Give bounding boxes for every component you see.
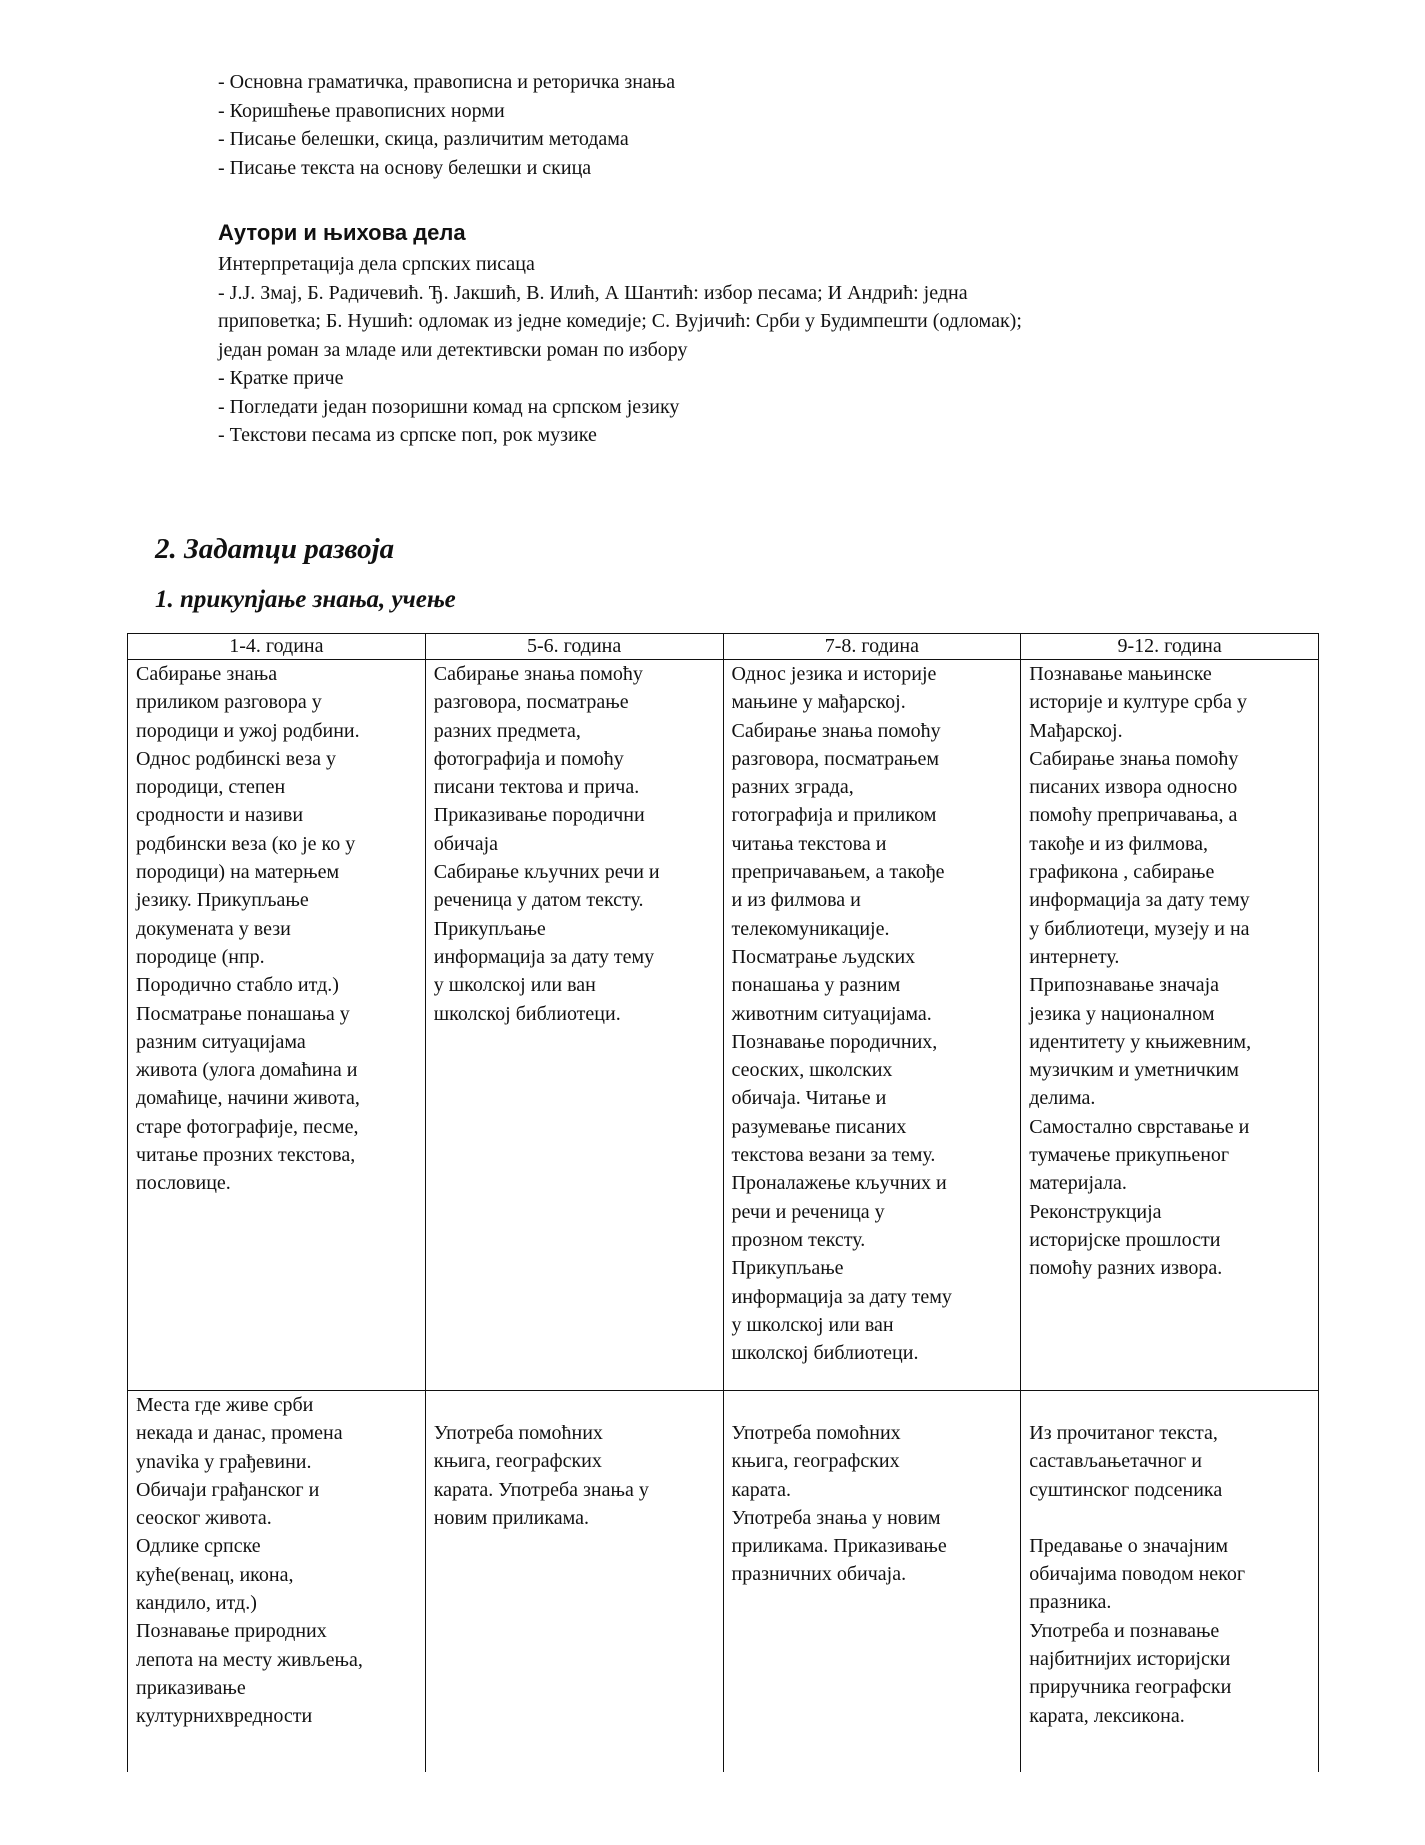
cell-line: обичаја. Читање и	[731, 1087, 887, 1110]
cell-line: Прикупљање	[731, 1257, 844, 1280]
cell-line: телекомуникације.	[731, 917, 890, 940]
authors-line: - Кратке приче	[218, 367, 344, 389]
cell-line: Сабирање кључних речи и	[433, 861, 660, 884]
cell-line: Породично стабло итд.)	[136, 974, 339, 997]
list-item: - Писање белешки, скица, различитим методама	[218, 128, 629, 150]
cell-line: Места где живе срби	[136, 1394, 314, 1416]
authors-line: - J.J. Змај, Б. Радичевић. Ђ. Јакшић, В. Илић, А Шантић: избор песама; И Андрић: једна	[218, 281, 968, 304]
cell-line: домаћице, начини живота,	[136, 1087, 360, 1110]
cell-line: помоћу препричавања, а	[1029, 804, 1238, 827]
cell-line: кандило, итд.)	[136, 1592, 257, 1615]
cell-line: Припознавање значаја	[1029, 974, 1220, 997]
table-cell	[425, 660, 723, 1391]
authors-line: Интерпретација дела српских писаца	[218, 253, 535, 275]
cell-line: породици) на матерњем	[136, 861, 340, 884]
cell-line: музичким и уметничким	[1029, 1059, 1239, 1082]
table-cell	[723, 1391, 1021, 1773]
cell-line: Посматрање понашања у	[136, 1002, 350, 1025]
cell-line: приручника географски	[1029, 1676, 1232, 1699]
cell-line: Обичаји грађанског и	[136, 1478, 320, 1501]
cell-line: Сабирање знања помоћу	[1029, 747, 1239, 770]
cell-line: Употреба помоћних	[433, 1422, 603, 1444]
cell-block	[1029, 1532, 1310, 1730]
cell-line: Сабирање знања помоћу	[433, 663, 643, 685]
cell-line: школској библиотеци.	[731, 1342, 919, 1365]
cell-line: Употреба и познавање	[1029, 1619, 1220, 1642]
cell-line: препричавањем, а такође	[731, 861, 945, 884]
cell-line: сеоских, школских	[731, 1059, 893, 1082]
cell-line: читање прозних текстова,	[136, 1144, 356, 1167]
cell-line: живота (улога домаћина и	[136, 1059, 358, 1082]
cell-line: сеоског живота.	[136, 1507, 272, 1530]
cell-line: разним ситуацијама	[136, 1030, 306, 1053]
cell-line: пословице.	[136, 1172, 231, 1195]
table-cell	[1021, 660, 1319, 1391]
cell-line: Употреба знања у новим	[731, 1506, 941, 1529]
cell-line: карата. Употреба знања у	[433, 1478, 649, 1501]
cell-line: Предавање о значајним	[1029, 1534, 1228, 1557]
table-cell	[723, 660, 1021, 1391]
cell-line: новим приликама.	[433, 1506, 590, 1529]
authors-body	[218, 250, 1268, 450]
cell-line: у школској или ван	[731, 1313, 894, 1336]
cell-line: у библиотеци, музеју и на	[1029, 917, 1250, 940]
table-cell	[128, 660, 426, 1391]
cell-line: информација за дату тему	[731, 1285, 952, 1308]
cell-line: разних зграда,	[731, 776, 854, 799]
subsection-title: 1. прикупјање знања, учење	[155, 586, 456, 613]
column-header: 9-12. година	[1021, 634, 1319, 660]
cell-line: писани тектова и прича.	[433, 776, 640, 799]
cell-line: породице (нпр.	[136, 945, 265, 968]
cell-line: празничних обичаја.	[731, 1563, 907, 1586]
cell-line: читања текстова и	[731, 832, 887, 855]
cell-line: и из филмова и	[731, 889, 861, 912]
cell-line: Реконструкција	[1029, 1200, 1162, 1223]
cell-line: Самостално сврставање и	[1029, 1115, 1250, 1138]
table-cell	[128, 1391, 426, 1773]
bullet-list	[218, 68, 675, 182]
column-header: 1-4. година	[128, 634, 426, 660]
authors-line: приповетка; Б. Нушић: одломак из једне комедије; С. Вујичић: Срби у Будимпешти (одломак);	[218, 310, 1022, 332]
table-header-row	[128, 634, 1319, 660]
cell-line: готографија и приликом	[731, 804, 937, 827]
cell-line: карата, лексикона.	[1029, 1704, 1185, 1727]
cell-line: такође и из филмова,	[1029, 832, 1209, 855]
table-row	[128, 1391, 1319, 1773]
authors-line: један роман за младе или детективски роман по избору	[218, 338, 688, 361]
list-item: - Основна граматичка, правописна и реторичка знања	[218, 71, 676, 93]
cell-line: обичаја	[433, 832, 498, 855]
cell-line: помоћу разних извора.	[1029, 1257, 1223, 1280]
cell-line: Сабирање знања помоћу	[731, 719, 941, 742]
cell-line: животним ситуацијама.	[731, 1002, 932, 1025]
list-item: - Писање текста на основу белешки и скица	[218, 156, 592, 179]
cell-line: најбитнијих историјски	[1029, 1648, 1231, 1671]
cell-line: празника.	[1029, 1591, 1112, 1614]
table-row	[128, 660, 1319, 1391]
cell-line: разговора, посматрање	[433, 691, 629, 714]
cell-line: карата.	[731, 1478, 792, 1501]
authors-heading: Аутори и њихова дела	[218, 220, 466, 245]
cell-line: историје и културе срба у	[1029, 691, 1247, 714]
cell-line: понашања у разним	[731, 974, 901, 997]
cell-line: школској библиотеци.	[433, 1002, 621, 1025]
cell-line: делима.	[1029, 1087, 1096, 1110]
cell-line: језику. Прикупљање	[136, 889, 309, 912]
cell-line: Познавање породичних,	[731, 1030, 938, 1053]
cell-line: књига, географских	[731, 1450, 900, 1473]
cell-line: суштинског подсеника	[1029, 1478, 1223, 1501]
authors-line: - Текстови песама из српске поп, рок музике	[218, 424, 597, 446]
cell-line: сродности и називи	[136, 804, 304, 827]
cell-line: Сабирање знања	[136, 663, 278, 685]
cell-line: родбински веза (ко је ко у	[136, 832, 356, 855]
cell-line: старе фотографије, песме,	[136, 1115, 359, 1138]
cell-line: Проналажење кључних и	[731, 1172, 947, 1195]
cell-line: разумевање писаних	[731, 1115, 907, 1138]
cell-line: идентитету у књижевним,	[1029, 1030, 1252, 1053]
cell-line: културнихвредности	[136, 1705, 313, 1728]
cell-line: докумената у вези	[136, 917, 291, 940]
cell-line: Познавање мањинске	[1029, 663, 1212, 685]
cell-line: прозном тексту.	[731, 1228, 866, 1251]
cell-line: породици, степен	[136, 776, 286, 799]
cell-line: састављањетачног и	[1029, 1450, 1202, 1473]
cell-line: некада и данас, промена	[136, 1422, 343, 1445]
cell-line: фотографија и помоћу	[433, 747, 624, 770]
cell-line: информација за дату тему	[1029, 889, 1250, 912]
cell-line: Однос родбинскi веза у	[136, 747, 336, 770]
table-cell	[1021, 1391, 1319, 1773]
authors-line: - Погледати један позоришни комад на српском језику	[218, 395, 680, 418]
cell-line: куће(венац, икона,	[136, 1563, 294, 1586]
cell-line: тумачење прикупњеног	[1029, 1144, 1230, 1167]
cell-line: историјске прошлости	[1029, 1228, 1221, 1251]
cell-line: разговора, посматрањем	[731, 747, 939, 770]
cell-line: речи и реченица у	[731, 1200, 885, 1223]
cell-line: Употреба помоћних	[731, 1422, 901, 1444]
cell-block	[1029, 1419, 1310, 1504]
cell-line: информација за дату тему	[433, 945, 655, 968]
cell-line: Мађарској.	[1029, 719, 1123, 742]
cell-line: Однос језика и историје	[731, 663, 937, 685]
list-item: - Коришћење правописних норми	[218, 99, 505, 122]
cell-line: Познавање природних	[136, 1620, 327, 1643]
cell-line: приказивање	[136, 1676, 246, 1699]
table-cell	[425, 1391, 723, 1773]
cell-line: приликама. Приказивање	[731, 1535, 947, 1558]
cell-line: Одлике српске	[136, 1535, 261, 1558]
column-header: 7-8. година	[723, 634, 1021, 660]
cell-gap	[1029, 1504, 1310, 1532]
cell-line: Посматрање људских	[731, 945, 916, 968]
cell-line: књига, географских	[433, 1450, 602, 1473]
cell-line: језика у националном	[1029, 1002, 1215, 1025]
cell-line: писаних извора односно	[1029, 776, 1238, 799]
cell-line: уnavika у грађевини.	[136, 1450, 312, 1473]
cell-line: графикона , сабирање	[1029, 861, 1215, 884]
cell-line: интернету.	[1029, 945, 1120, 968]
cell-line: обичајима поводом неког	[1029, 1563, 1246, 1586]
development-table	[127, 633, 1319, 1772]
cell-line: Прикупљање	[433, 917, 546, 940]
cell-line: лепота на месту живљења,	[136, 1648, 363, 1671]
cell-line: породици и ужој родбини.	[136, 719, 360, 742]
section-title: 2. Задатци развоја	[155, 533, 395, 565]
cell-line: Приказивање породични	[433, 804, 645, 827]
cell-line: приликом разговора у	[136, 691, 322, 714]
cell-line: у школској или ван	[433, 974, 596, 997]
cell-line: текстова везани за тему.	[731, 1144, 936, 1167]
cell-line: материјала.	[1029, 1172, 1127, 1195]
cell-line: разних предмета,	[433, 719, 581, 742]
cell-line: мањине у мађарској.	[731, 691, 906, 714]
cell-line: Из прочитаног текста,	[1029, 1422, 1218, 1444]
column-header: 5-6. година	[425, 634, 723, 660]
cell-line: реченица у датом тексту.	[433, 889, 644, 912]
